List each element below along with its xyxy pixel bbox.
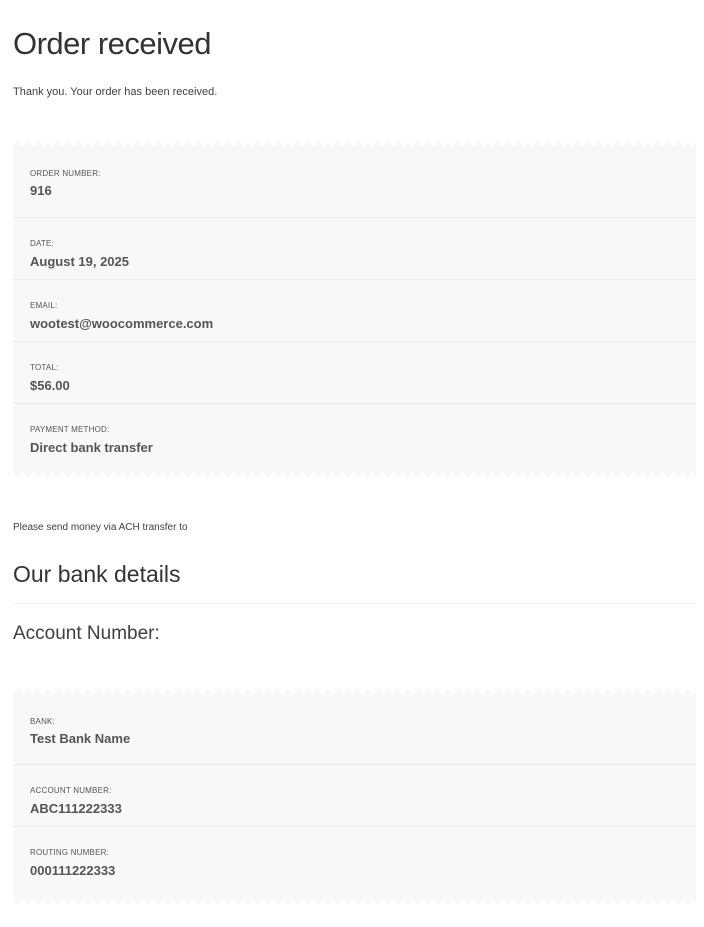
account-number-value: ABC111222333 — [30, 801, 122, 816]
order-number-value: 916 — [30, 183, 52, 198]
routing-number-row — [13, 827, 696, 889]
payment-method-row — [13, 404, 696, 466]
bank-details-card — [13, 694, 696, 899]
card-bottom-edge — [13, 470, 696, 478]
payment-method-label: PAYMENT METHOD: — [30, 425, 110, 434]
bank-name-value: Test Bank Name — [30, 731, 131, 746]
thank-you-notice: Thank you. Your order has been received. — [13, 86, 218, 98]
order-number-label: ORDER NUMBER: — [30, 169, 101, 178]
bank-name-row — [13, 694, 696, 765]
order-overview — [13, 146, 696, 472]
order-total-row — [13, 342, 696, 404]
routing-number-value: 000111222333 — [30, 863, 116, 878]
order-email-row — [13, 280, 696, 342]
bank-name-label: BANK: — [30, 717, 56, 726]
payment-method-value: Direct bank transfer — [30, 440, 153, 455]
section-divider — [13, 603, 696, 604]
payment-instructions: Please send money via ACH transfer to — [13, 522, 188, 533]
account-number-heading: Account Number: — [13, 623, 160, 644]
bank-details-heading: Our bank details — [13, 561, 181, 587]
order-number-row — [13, 146, 696, 218]
account-number-row — [13, 765, 696, 827]
routing-number-label: ROUTING NUMBER: — [30, 848, 109, 857]
order-date-row — [13, 218, 696, 280]
page-title: Order received — [13, 26, 212, 61]
order-date-value: August 19, 2025 — [30, 254, 129, 269]
order-date-label: DATE: — [30, 239, 54, 248]
account-number-label: ACCOUNT NUMBER: — [30, 786, 112, 795]
order-email-value: wootest@woocommerce.com — [30, 316, 214, 331]
card-bottom-edge — [13, 897, 696, 905]
order-total-label: TOTAL: — [30, 363, 59, 372]
order-total-value: $56.00 — [30, 378, 70, 393]
order-email-label: EMAIL: — [30, 301, 58, 310]
